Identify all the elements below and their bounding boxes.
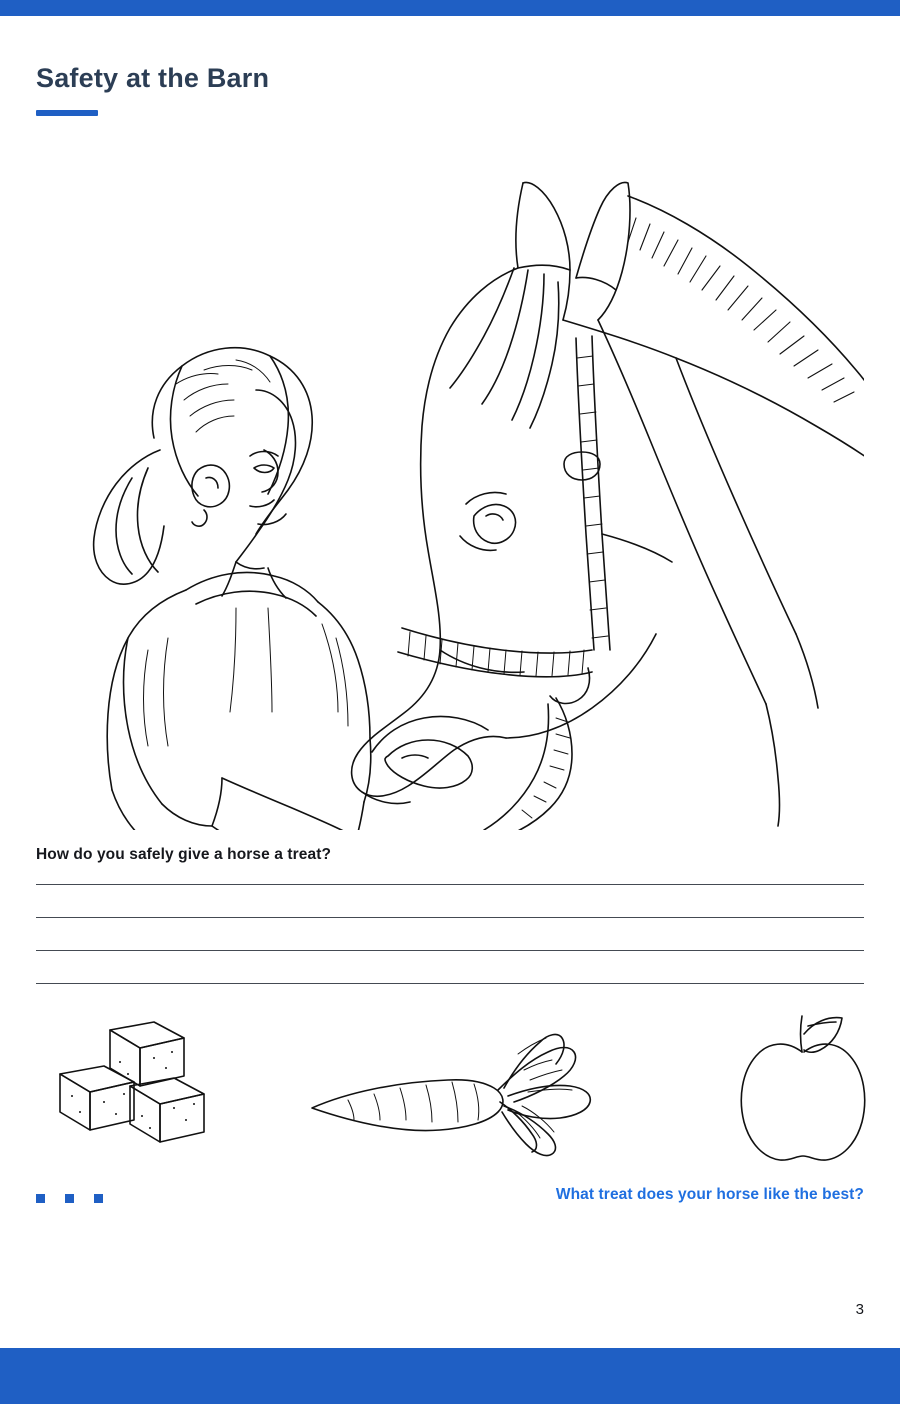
answer-line-1[interactable]	[36, 884, 864, 885]
dot-3	[94, 1194, 103, 1203]
dot-2	[65, 1194, 74, 1203]
answer-lines	[36, 884, 864, 984]
title-underline-rule	[36, 110, 98, 116]
answer-line-4[interactable]	[36, 983, 864, 984]
page-title: Safety at the Barn	[36, 63, 270, 93]
treat-prompt-text: What treat does your horse like the best?	[555, 1185, 864, 1203]
decorative-dots	[36, 1194, 103, 1203]
answer-line-2[interactable]	[36, 917, 864, 918]
question-text: How do you safely give a horse a treat?	[36, 845, 332, 863]
bottom-accent-bar	[0, 1348, 900, 1404]
dot-1	[36, 1194, 45, 1203]
sugar-cubes-icon	[44, 1016, 224, 1161]
page-number: 3	[855, 1301, 864, 1318]
horse-and-girl-illustration	[36, 138, 864, 830]
page-content	[36, 16, 864, 1216]
apple-icon	[728, 1008, 878, 1173]
carrot-icon	[308, 1030, 598, 1165]
treat-illustrations	[36, 1016, 864, 1176]
top-accent-bar	[0, 0, 900, 16]
footer-row	[36, 1182, 864, 1216]
answer-line-3[interactable]	[36, 950, 864, 951]
